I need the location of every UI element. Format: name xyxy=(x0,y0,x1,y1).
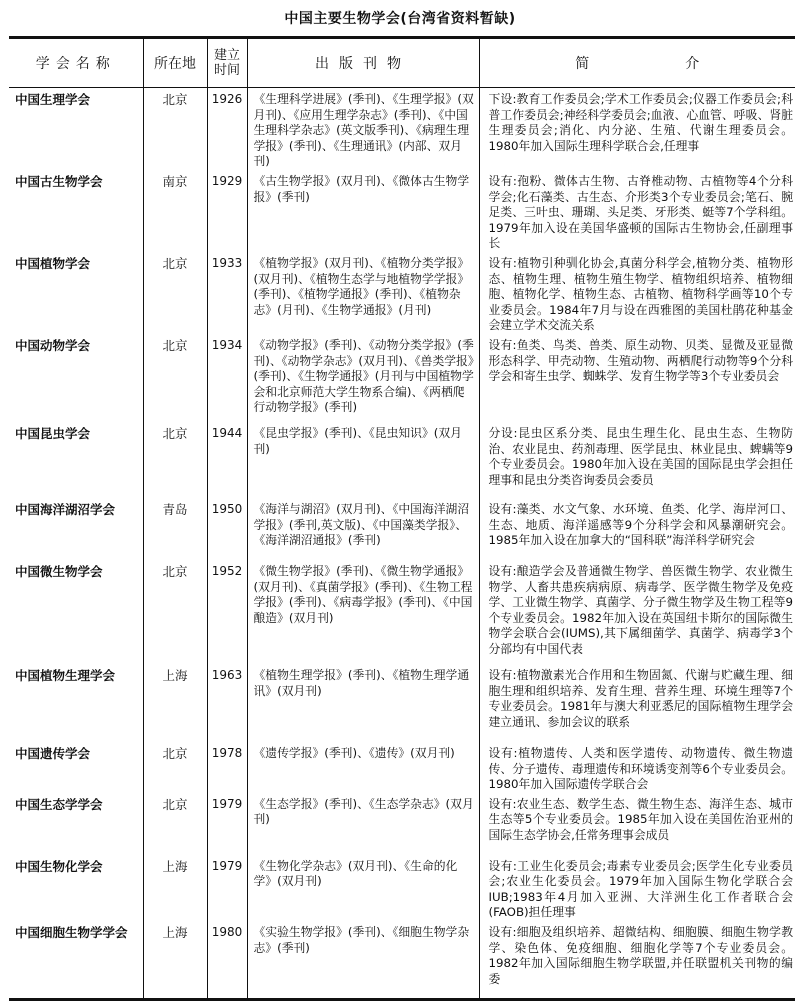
society-year: 1979 xyxy=(207,793,247,855)
society-name: 中国古生物学会 xyxy=(9,170,143,252)
society-city: 北京 xyxy=(143,422,207,498)
society-publications: 《生理科学进展》(季刊)、《生理学报》(双月刊)、《应用生理学杂志》(季刊)、《中国生理科学杂志》(英文版季刊)、《病理生理学报》(季刊)、《生理通讯》(内部、双月刊) xyxy=(247,88,479,170)
society-publications: 《遗传学报》(季刊)、《遗传》(双月刊) xyxy=(247,742,479,793)
society-year: 1979 xyxy=(207,855,247,921)
society-city: 北京 xyxy=(143,560,207,664)
society-name: 中国植物学会 xyxy=(9,252,143,334)
society-name: 中国生态学学会 xyxy=(9,793,143,855)
society-description: 设有:农业生态、数学生态、微生物生态、海洋生态、城市生态等5个专业委员会。1985年加入设在美国佐治亚州的国际生态学协会,任常务理事会成员 xyxy=(488,796,793,842)
header-desc-char-2: 介 xyxy=(685,56,700,72)
societies-table xyxy=(9,36,795,1001)
table-body xyxy=(9,88,795,1000)
society-year: 1950 xyxy=(207,498,247,560)
society-year: 1926 xyxy=(207,88,247,170)
society-name: 中国植物生理学会 xyxy=(9,664,143,742)
society-name: 中国海洋湖沼学会 xyxy=(9,498,143,560)
table-row xyxy=(9,855,795,921)
society-publications: 《昆虫学报》(季刊)、《昆虫知识》(双月刊) xyxy=(247,422,479,498)
header-description xyxy=(479,38,795,88)
table-row xyxy=(9,170,795,252)
table-row xyxy=(9,88,795,170)
table-row xyxy=(9,560,795,664)
society-year: 1934 xyxy=(207,334,247,422)
society-description: 下设:教育工作委员会;学术工作委员会;仪器工作委员会;科普工作委员会;神经科学委员会;血液、心血管、呼吸、肾脏生理委员会;消化、内分泌、生殖、代谢生理委员会。1980年加入国际生理科学联合会,任理事 xyxy=(488,92,793,153)
society-city: 北京 xyxy=(143,793,207,855)
society-city: 青岛 xyxy=(143,498,207,560)
table-row xyxy=(9,498,795,560)
header-year-line1: 建立 xyxy=(213,48,240,63)
society-publications: 《动物学报》(季刊)、《动物分类学报》(季刊)、《动物学杂志》(双月刊)、《兽类学报》(季刊)、《生物学通报》(月刊与中国植物学会和北京师范大学生物系合编)、《两栖爬行动物学报》(季刊) xyxy=(247,334,479,422)
society-year: 1978 xyxy=(207,742,247,793)
society-name: 中国遗传学会 xyxy=(9,742,143,793)
society-city: 上海 xyxy=(143,855,207,921)
header-publications: 出版刊物 xyxy=(247,38,479,88)
table-row xyxy=(9,252,795,334)
table-row xyxy=(9,334,795,422)
society-city: 北京 xyxy=(143,252,207,334)
header-year xyxy=(207,38,247,88)
header-desc-char-1: 简 xyxy=(575,56,590,72)
society-publications: 《植物生理学报》(季刊)、《植物生理学通讯》(双月刊) xyxy=(247,664,479,742)
society-year: 1952 xyxy=(207,560,247,664)
society-publications: 《微生物学报》(季刊)、《微生物学通报》(双月刊)、《真菌学报》(季刊)、《生物工程学报》(季刊)、《病毒学报》(季刊)、《中国酿造》(双月刊) xyxy=(247,560,479,664)
table-row xyxy=(9,742,795,793)
society-city: 北京 xyxy=(143,88,207,170)
table-row xyxy=(9,664,795,742)
table-row xyxy=(9,422,795,498)
table-title: 中国主要生物学会(台湾省资料暂缺) xyxy=(284,11,516,27)
society-year: 1944 xyxy=(207,422,247,498)
society-name: 中国细胞生物学学会 xyxy=(9,921,143,999)
society-description: 设有:植物遗传、人类和医学遗传、动物遗传、微生物遗传、分子遗传、毒理遗传和环境诱变剂等6个专业委员会。1980年加入国际遗传学联合会 xyxy=(488,745,793,792)
society-year: 1933 xyxy=(207,252,247,334)
society-publications: 《植物学报》(双月刊)、《植物分类学报》(双月刊)、《植物生态学与地植物学学报》(季刊)、《植物学通报》(季刊)、《植物杂志》(月刊)、《生物学通报》(月刊) xyxy=(247,252,479,334)
society-description: 设有:植物激素光合作用和生物固氮、代谢与贮藏生理、细胞生理和组织培养、发育生理、营养生理、环境生理等7个专业委员会。1981年与澳大利亚悉尼的国际植物生理学会建立通讯、参加会议的联系 xyxy=(488,667,793,729)
society-year: 1963 xyxy=(207,664,247,742)
society-year: 1929 xyxy=(207,170,247,252)
society-name: 中国昆虫学会 xyxy=(9,422,143,498)
society-publications: 《生态学报》(季刊)、《生态学杂志》(双月刊) xyxy=(247,793,479,855)
society-city: 南京 xyxy=(143,170,207,252)
table-header xyxy=(9,38,795,88)
header-name: 学会名称 xyxy=(9,38,143,88)
society-description: 设有:孢粉、微体古生物、古脊椎动物、古植物等4个分科学会;化石藻类、古生态、介形类3个专业委员会;笔石、腕足类、三叶虫、珊瑚、头足类、牙形类、蜓等7个学科组。1979年加入设在美国华盛顿的国际古生物协会,任副理事长 xyxy=(488,173,793,251)
society-description: 设有:植物引种驯化协会,真菌分科学会,植物分类、植物形态、植物生理、植物生殖生物学、植物组织培养、植物细胞、植物化学、植物生态、古植物、植物科学画等10个专业委员会。1984年7月与设在西雅图的美国杜鹃花种基金会建立学术交流关系 xyxy=(488,255,793,333)
society-publications: 《实验生物学报》(季刊)、《细胞生物学杂志》(季刊) xyxy=(247,921,479,999)
society-description: 设有:工业生化委员会;毒素专业委员会;医学生化专业委员会;农业生化委员会。1979年加入国际生物化学联合会IUB;1983年4月加入亚洲、大洋洲生化工作者联合会(FAOB)担任理事 xyxy=(488,858,793,920)
table-row xyxy=(9,793,795,855)
society-description: 设有:细胞及组织培养、超微结构、细胞膜、细胞生物学教学、染色体、免疫细胞、细胞化学等7个专业委员会。1982年加入国际细胞生物学联盟,并任联盟机关刊物的编委 xyxy=(479,921,795,999)
society-publications: 《海洋与湖沼》(双月刊)、《中国海洋湖沼学报》(季刊,英文版)、《中国藻类学报》、《海洋湖沼通报》(季刊) xyxy=(247,498,479,560)
header-city: 所在地 xyxy=(143,38,207,88)
society-publications: 《生物化学杂志》(双月刊)、《生命的化学》(双月刊) xyxy=(247,855,479,921)
society-year: 1980 xyxy=(207,921,247,999)
header-year-line2: 时间 xyxy=(213,63,240,78)
society-city: 北京 xyxy=(143,334,207,422)
society-publications: 《古生物学报》(双月刊)、《微体古生物学报》(季刊) xyxy=(247,170,479,252)
table-row xyxy=(9,921,795,999)
society-city: 北京 xyxy=(143,742,207,793)
society-description: 设有:藻类、水文气象、水环境、鱼类、化学、海岸河口、生态、地质、海洋遥感等9个分科学会和风暴潮研究会。1985年加入设在加拿大的“国科联”海洋科学研究会 xyxy=(488,501,793,548)
society-description: 设有:酿造学会及普通微生物学、兽医微生物学、农业微生物学、人畜共患疾病病原、病毒学、医学微生物学及免疫学、工业微生物学、真菌学、分子微生物学及生物工程等9个专业委员会。1982年加入设在英国纽卡斯尔的国际微生物学会联合会(IUMS),其下属细菌学、真菌学、病毒学3个分部均有中国代表 xyxy=(488,563,793,656)
society-name: 中国生理学会 xyxy=(9,88,143,170)
society-name: 中国动物学会 xyxy=(9,334,143,422)
society-name: 中国微生物学会 xyxy=(9,560,143,664)
society-name: 中国生物化学会 xyxy=(9,855,143,921)
society-city: 上海 xyxy=(143,664,207,742)
society-description: 设有:鱼类、鸟类、兽类、原生动物、贝类、显微及亚显微形态科学、甲壳动物、生殖动物、两栖爬行动物等9个分科学会和寄生虫学、蜘蛛学、发育生物学等3个专业委员会 xyxy=(488,337,793,384)
society-description: 分设:昆虫区系分类、昆虫生理生化、昆虫生态、生物防治、农业昆虫、药剂毒理、医学昆虫、林业昆虫、蜱螨等9个专业委员会。1980年加入设在美国的国际昆虫学会担任理事和昆虫分类咨询委员会委员 xyxy=(488,425,793,487)
society-city: 上海 xyxy=(143,921,207,999)
